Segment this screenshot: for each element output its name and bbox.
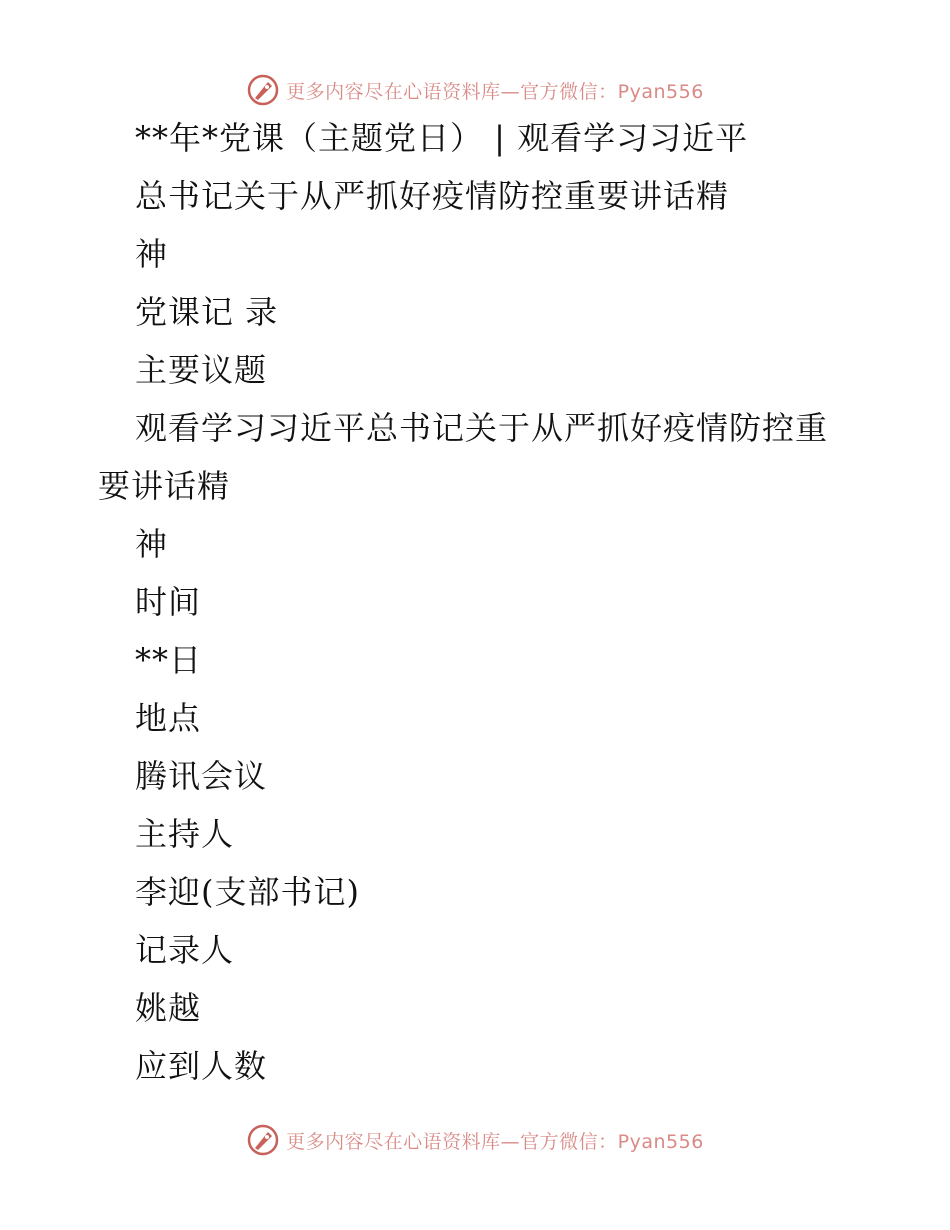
field-value-recorder: 姚越 [135, 989, 202, 1027]
field-value-topic-line-2: 要讲话精 [98, 467, 231, 505]
watermark-footer [0, 1120, 950, 1160]
document-title-line-1: **年*党课（主题党日） | 观看学习习近平 [135, 119, 749, 157]
field-value-topic-line-3: 神 [135, 525, 169, 563]
watermark-text: 更多内容尽在心语资料库—官方微信：Pyan556 [286, 80, 704, 103]
watermark-header [0, 70, 950, 110]
field-label-location: 地点 [135, 699, 202, 737]
field-label-time: 时间 [135, 583, 202, 621]
field-value-topic-line-1: 观看学习习近平总书记关于从严抓好疫情防控重 [135, 409, 829, 447]
document-title-line-3: 神 [135, 235, 169, 273]
field-value-host: 李迎(支部书记) [135, 873, 360, 911]
pen-nib-logo-icon [246, 73, 280, 107]
document-title-line-2: 总书记关于从严抓好疫情防控重要讲话精 [135, 177, 730, 215]
watermark-text: 更多内容尽在心语资料库—官方微信：Pyan556 [286, 1130, 704, 1153]
field-label-recorder: 记录人 [135, 931, 235, 969]
field-value-time: **日 [135, 641, 203, 679]
field-value-location: 腾讯会议 [135, 757, 268, 795]
pen-nib-logo-icon [246, 1123, 280, 1157]
field-label-host: 主持人 [135, 815, 235, 853]
field-label-topic: 主要议题 [135, 351, 268, 389]
field-label-expected-attendance: 应到人数 [135, 1047, 268, 1085]
section-heading: 党课记 录 [135, 293, 279, 331]
